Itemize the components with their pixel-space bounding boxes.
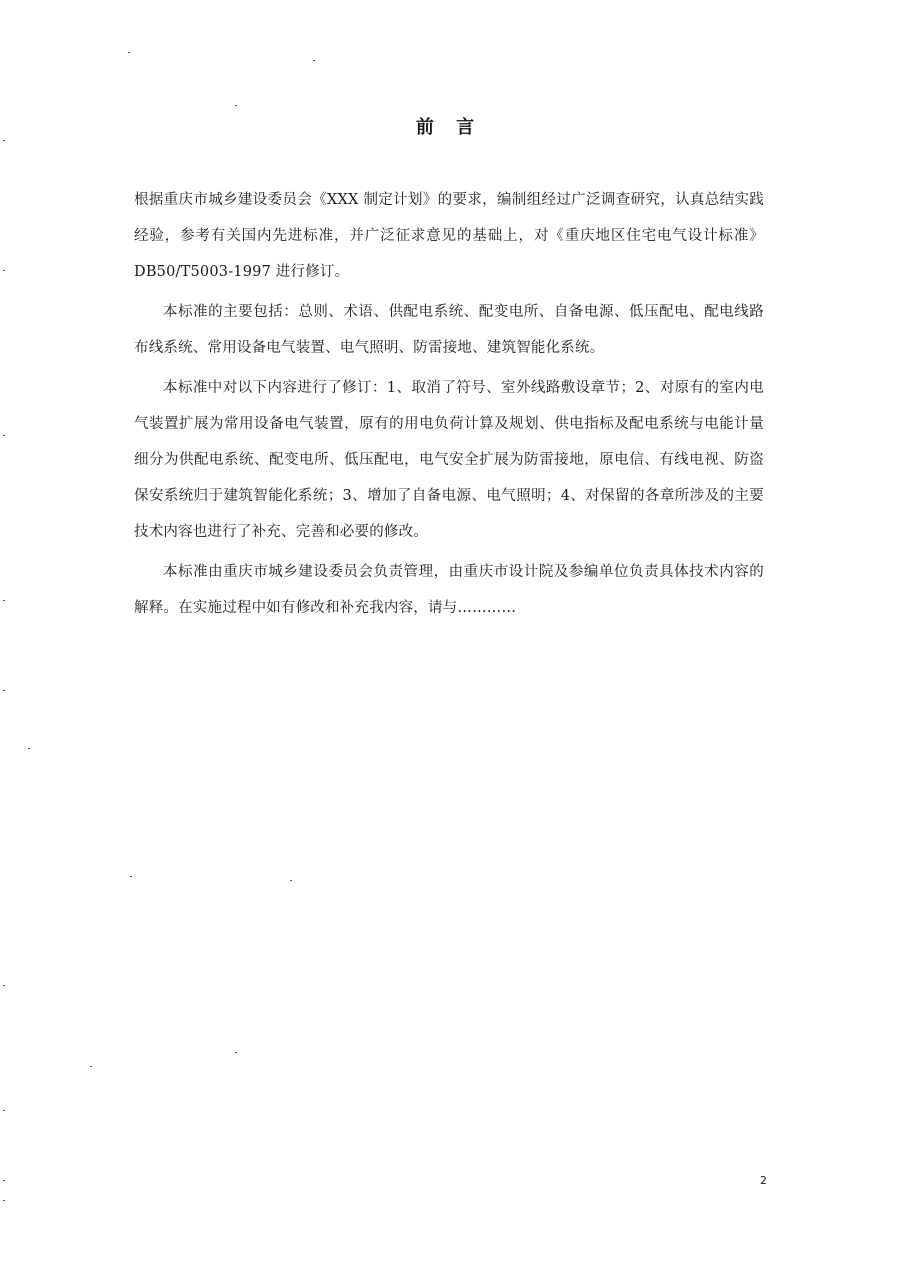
paragraph-contents: 本标准的主要包括：总则、术语、供配电系统、配变电所、自备电源、低压配电、配电线路布线系统、常用设备电气装置、电气照明、防雷接地、建筑智能化系统。 <box>134 304 764 356</box>
paragraph-intro: 根据重庆市城乡建设委员会《XXX 制定计划》的要求，编制组经过广泛调查研究，认真总结实践经验，参考有关国内先进标准，并广泛征求意见的基础上，对《重庆地区住宅电气设计标准》DB50/T5003-1997 进行修订。 <box>134 192 764 280</box>
paragraph-revisions: 本标准中对以下内容进行了修订：1、取消了符号、室外线路敷设章节；2、对原有的室内电气装置扩展为常用设备电气装置，原有的用电负荷计算及规划、供电指标及配电系统与电能计量细分为供配电系统、配变电所、低压配电，电气安全扩展为防雷接地，原电信、有线电视、防盗保安系统归于建筑智能化系统；3、增加了自备电源、电气照明；4、对保留的各章所涉及的主要技术内容也进行了补充、完善和必要的修改。 <box>134 380 764 540</box>
scan-speck <box>28 748 30 749</box>
scan-speck <box>313 60 315 61</box>
scan-speck <box>128 52 130 53</box>
paragraph-management: 本标准由重庆市城乡建设委员会负责管理，由重庆市设计院及参编单位负责具体技术内容的解释。在实施过程中如有修改和补充我内容，请与………… <box>134 564 764 616</box>
scan-speck <box>235 105 237 106</box>
scan-speck <box>3 1110 5 1111</box>
scan-speck <box>290 880 292 881</box>
scan-speck <box>3 435 5 436</box>
scan-speck <box>3 600 5 601</box>
page-title: 前 言 <box>415 117 483 138</box>
scan-speck <box>235 1052 237 1053</box>
scan-speck <box>3 140 5 141</box>
scan-speck <box>3 1200 5 1201</box>
scan-speck <box>130 876 132 877</box>
scan-speck <box>3 1180 5 1181</box>
scan-speck <box>90 1066 92 1067</box>
preface-body <box>134 182 764 630</box>
page-number: 2 <box>760 1174 767 1187</box>
scan-speck <box>3 270 5 271</box>
scan-speck <box>3 985 5 986</box>
scan-speck <box>3 690 5 691</box>
